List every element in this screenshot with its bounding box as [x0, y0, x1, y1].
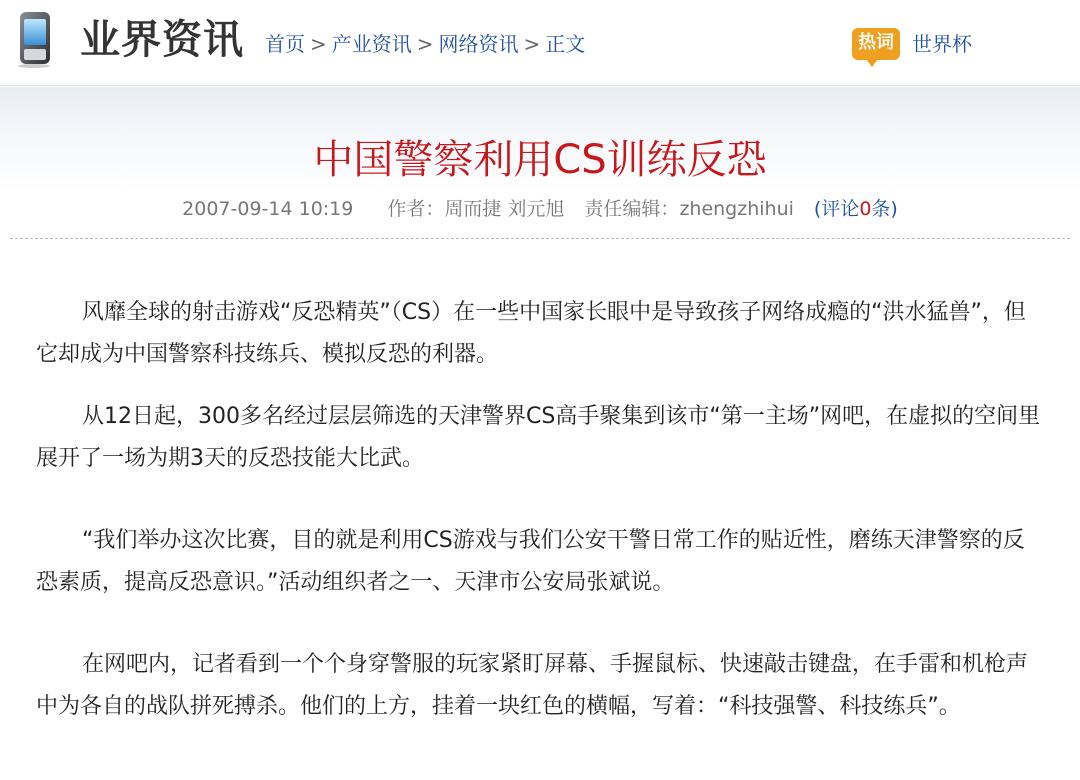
- hot-word-link[interactable]: 世界杯: [912, 32, 972, 56]
- article-paragraph: 在网吧内，记者看到一个个身穿警服的玩家紧盯屏幕、手握鼠标、快速敲击键盘，在手雷和机枪声中为各自的战队拼死搏杀。他们的上方，挂着一块红色的横幅，写着：“科技强警、科技练兵”。: [36, 652, 1029, 719]
- editor-name: zhengzhihui: [679, 198, 794, 220]
- breadcrumb-home-link[interactable]: 首页: [265, 32, 305, 56]
- site-name: 业界资讯: [80, 17, 244, 63]
- comment-count-link[interactable]: [814, 198, 898, 220]
- comment-close-text: 条): [871, 198, 898, 220]
- breadcrumb-industry-link[interactable]: 产业资讯: [331, 32, 412, 56]
- article-paragraph: 从12日起，300多名经过层层筛选的天津警界CS高手聚集到该市“第一主场”网吧，在虚拟的空间里展开了一场为期3天的反恐技能大比武。: [36, 404, 1041, 471]
- breadcrumb: [265, 31, 585, 57]
- comment-count: 0: [859, 198, 872, 220]
- breadcrumb-network-link[interactable]: 网络资讯: [438, 32, 519, 56]
- author-names: 周而捷 刘元旭: [444, 198, 565, 220]
- article-date: 2007-09-14 10:19: [182, 198, 354, 220]
- author-label: 作者：: [387, 198, 445, 220]
- article-paragraph: 风靡全球的射击游戏“反恐精英”（CS）在一些中国家长眼中是导致孩子网络成瘾的“洪水猛兽”，但它却成为中国警察科技练兵、模拟反恐的利器。: [36, 300, 1026, 367]
- article-meta: [0, 196, 1080, 222]
- site-header: [0, 0, 1080, 86]
- meta-divider: [10, 238, 1070, 239]
- article-body: [36, 292, 1046, 748]
- comment-open-text: (评论: [813, 198, 860, 220]
- breadcrumb-separator: >: [523, 32, 541, 56]
- phone-icon: [12, 10, 56, 68]
- breadcrumb-separator: >: [310, 32, 327, 56]
- article-paragraph: “我们举办这次比赛，目的就是利用CS游戏与我们公安干警日常工作的贴近性，磨练天津警察的反恐素质，提高反恐意识。”活动组织者之一、天津市公安局张斌说。: [36, 528, 1025, 595]
- hot-words-badge: 热词: [852, 28, 900, 60]
- breadcrumb-separator: >: [416, 32, 434, 56]
- article-title: 中国警察利用CS训练反恐: [313, 137, 767, 183]
- breadcrumb-article-link[interactable]: 正文: [545, 32, 586, 56]
- editor-label: 责任编辑：: [584, 198, 680, 220]
